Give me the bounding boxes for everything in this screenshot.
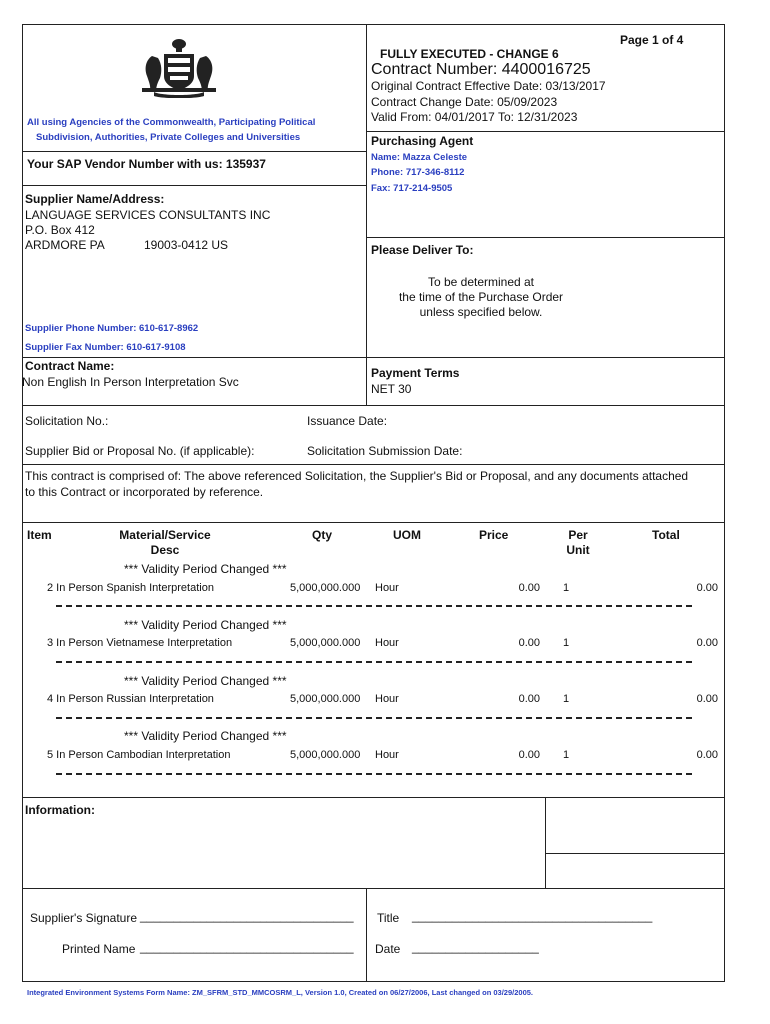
line-uom: Hour <box>375 749 399 761</box>
contract-name-value: Non English In Person Interpretation Svc <box>22 375 239 389</box>
contract-name-label: Contract Name: <box>25 359 115 373</box>
supplier-label: Supplier Name/Address: <box>25 192 165 206</box>
divider <box>22 797 725 798</box>
validity-note: *** Validity Period Changed *** <box>124 674 287 688</box>
date-line[interactable]: ___________________ <box>412 940 539 954</box>
agent-phone: Phone: 717-346-8112 <box>371 167 465 178</box>
payment-terms-value: NET 30 <box>371 382 412 396</box>
supplier-fax: Supplier Fax Number: 610-617-9108 <box>25 342 186 353</box>
line-uom: Hour <box>375 582 399 594</box>
divider <box>366 131 725 132</box>
supplier-address: P.O. Box 412 <box>25 223 95 237</box>
col-material: Desc <box>150 543 180 557</box>
printed-name-label: Printed Name <box>62 942 136 956</box>
deliver-line: the time of the Purchase Order <box>398 290 564 304</box>
divider <box>22 185 366 186</box>
deliver-line: unless specified below. <box>419 305 543 319</box>
line-total: 0.00 <box>696 749 718 761</box>
effective-date: Original Contract Effective Date: 03/13/2017 <box>371 79 606 93</box>
line-description: 5 In Person Cambodian Interpretation <box>47 749 231 761</box>
line-uom: Hour <box>375 637 399 649</box>
suppliers-signature-label: Supplier's Signature <box>30 911 138 925</box>
valid-range: Valid From: 04/01/2017 To: 12/31/2023 <box>371 110 578 124</box>
line-per: 1 <box>563 582 570 594</box>
information-label: Information: <box>25 803 95 817</box>
line-total: 0.00 <box>696 693 718 705</box>
divider <box>22 464 725 465</box>
line-per: 1 <box>563 749 570 761</box>
line-price: 0.00 <box>518 749 540 761</box>
divider <box>22 151 366 152</box>
line-total: 0.00 <box>696 637 718 649</box>
payment-terms-label: Payment Terms <box>371 366 460 380</box>
bid-number: Supplier Bid or Proposal No. (if applicable): <box>25 444 255 458</box>
col-total: Total <box>652 528 680 542</box>
supplier-zip: 19003-0412 US <box>144 238 229 252</box>
line-qty: 5,000,000.000 <box>290 637 361 649</box>
line-per: 1 <box>563 637 570 649</box>
agencies-text: All using Agencies of the Commonwealth, Participating Political <box>27 117 316 128</box>
supplier-city: ARDMORE PA <box>25 238 105 252</box>
col-per: Per <box>568 528 588 542</box>
divider <box>366 237 725 238</box>
line-qty: 5,000,000.000 <box>290 693 361 705</box>
divider <box>22 405 725 406</box>
issuance-date: Issuance Date: <box>307 414 388 428</box>
col-qty: Qty <box>312 528 333 542</box>
col-material: Material/Service <box>119 528 211 542</box>
purchasing-agent-title: Purchasing Agent <box>371 134 474 148</box>
page-number: Page 1 of 4 <box>620 33 684 47</box>
comprised-text: This contract is comprised of: The above referenced Solicitation, the Supplier's Bid or Proposal, and any documents attached <box>25 469 689 483</box>
commonwealth-seal-icon <box>138 36 220 98</box>
form-footer: Integrated Environment Systems Form Name: ZM_SFRM_STD_MMCOSRM_L, Version 1.0, Created on 06/27/2006, Last changed on 03/29/2005. <box>27 988 533 997</box>
line-total: 0.00 <box>696 582 718 594</box>
divider <box>545 853 725 854</box>
validity-note: *** Validity Period Changed *** <box>124 618 287 632</box>
deliver-title: Please Deliver To: <box>371 243 474 257</box>
title-label: Title <box>377 911 400 925</box>
title-line[interactable]: ____________________________________ <box>412 909 653 923</box>
contract-number: Contract Number: 4400016725 <box>371 61 591 78</box>
printed-name-line[interactable]: ________________________________ <box>140 940 354 954</box>
line-description: 3 In Person Vietnamese Interpretation <box>47 637 233 649</box>
line-qty: 5,000,000.000 <box>290 749 361 761</box>
execution-status: FULLY EXECUTED - CHANGE 6 <box>380 47 559 61</box>
agencies-text: Subdivision, Authorities, Private Colleges and Universities <box>36 132 301 143</box>
center-divider <box>366 24 367 405</box>
col-item: Item <box>27 528 52 542</box>
line-per: 1 <box>563 693 570 705</box>
col-per: Unit <box>566 543 590 557</box>
divider <box>366 888 367 982</box>
line-description: 2 In Person Spanish Interpretation <box>47 582 214 594</box>
solicitation-no: Solicitation No.: <box>25 414 109 428</box>
agent-name: Name: Mazza Celeste <box>371 152 468 163</box>
divider <box>22 522 725 523</box>
row-separator <box>56 717 692 719</box>
divider <box>545 797 546 888</box>
row-separator <box>56 661 692 663</box>
line-price: 0.00 <box>518 582 540 594</box>
agent-fax: Fax: 717-214-9505 <box>371 183 453 194</box>
divider <box>22 888 725 889</box>
row-separator <box>56 605 692 607</box>
signature-line[interactable]: ________________________________ <box>140 909 354 923</box>
validity-note: *** Validity Period Changed *** <box>124 562 287 576</box>
line-description: 4 In Person Russian Interpretation <box>47 693 214 705</box>
divider <box>22 357 725 358</box>
line-qty: 5,000,000.000 <box>290 582 361 594</box>
supplier-name: LANGUAGE SERVICES CONSULTANTS INC <box>25 208 271 222</box>
comprised-text: to this Contract or incorporated by reference. <box>25 485 264 499</box>
line-price: 0.00 <box>518 637 540 649</box>
vendor-number: Your SAP Vendor Number with us: 135937 <box>27 157 266 171</box>
line-price: 0.00 <box>518 693 540 705</box>
submission-date: Solicitation Submission Date: <box>307 444 463 458</box>
line-uom: Hour <box>375 693 399 705</box>
col-uom: UOM <box>393 528 421 542</box>
row-separator <box>56 773 692 775</box>
date-label: Date <box>375 942 401 956</box>
supplier-phone: Supplier Phone Number: 610-617-8962 <box>25 323 199 334</box>
change-date: Contract Change Date: 05/09/2023 <box>371 95 558 109</box>
deliver-line: To be determined at <box>427 275 535 289</box>
col-price: Price <box>479 528 509 542</box>
validity-note: *** Validity Period Changed *** <box>124 729 287 743</box>
